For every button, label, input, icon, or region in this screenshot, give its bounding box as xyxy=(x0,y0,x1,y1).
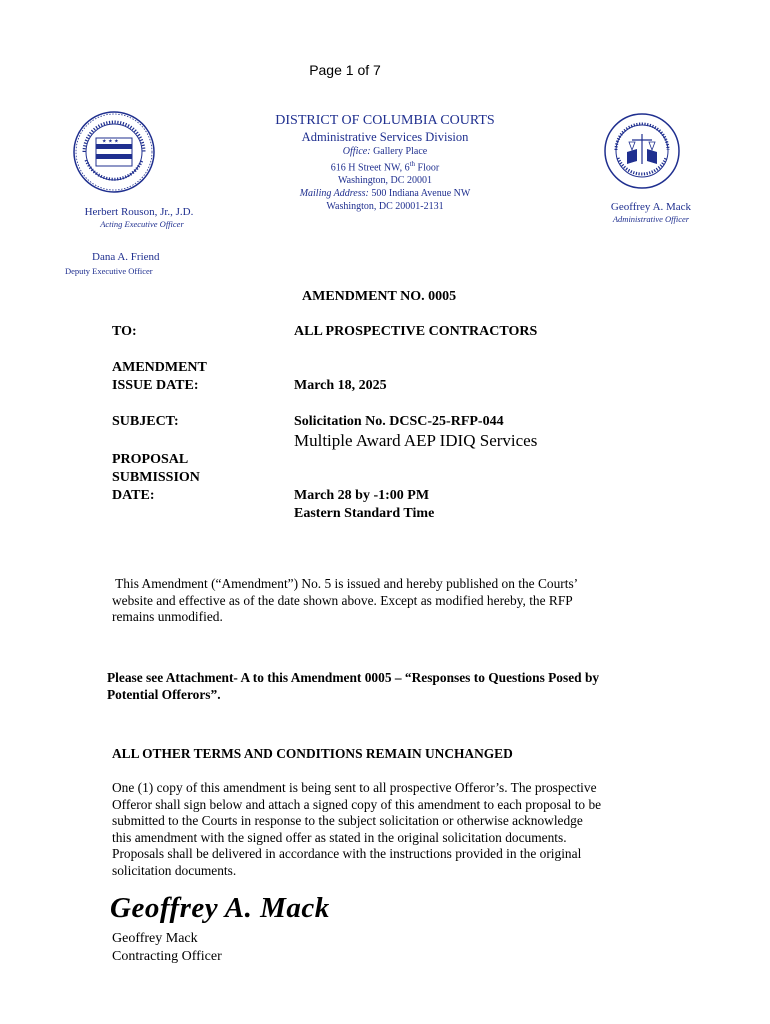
issue-label-line2: ISSUE DATE: xyxy=(112,378,199,393)
mailing-city: Washington, DC 20001-2131 xyxy=(326,201,444,213)
dc-courts-seal-icon xyxy=(72,110,156,194)
right-officer xyxy=(596,200,706,225)
proposal-date-value: March 28 by -1:00 PM xyxy=(294,488,430,503)
issue-label-line1: AMENDMENT xyxy=(112,360,207,375)
paragraph-line: website and effective as of the date shown above. Except as modified hereby, the RFP xyxy=(112,592,573,608)
mailing-line xyxy=(230,187,540,200)
office-street xyxy=(230,158,540,174)
paragraph-line: remains unmodified. xyxy=(112,609,223,624)
amendment-heading: AMENDMENT NO. 0005 xyxy=(302,289,457,304)
proposal-label-line3: DATE: xyxy=(112,488,155,503)
copy-paragraph-line: One (1) copy of this amendment is being sent to all prospective Offeror’s. The prospective xyxy=(112,780,597,795)
letterhead xyxy=(230,112,540,213)
deputy-name: Dana A. Friend xyxy=(92,251,160,263)
copy-paragraph-line: solicitation documents. xyxy=(112,862,237,878)
officer-title: Acting Executive Officer xyxy=(100,219,184,229)
copy-paragraph xyxy=(112,780,687,879)
copy-paragraph-line: this amendment with the signed offer as stated in the original solicitation documents. xyxy=(112,829,567,845)
office-street-text: 616 H Street NW, 6 xyxy=(330,162,410,174)
handwritten-signature: Geoffrey A. Mack xyxy=(110,892,330,924)
signer-name: Geoffrey Mack xyxy=(112,931,198,946)
mailing-street: 500 Indiana Avenue NW xyxy=(371,188,471,200)
signer-block xyxy=(112,930,222,966)
svg-text:★ ★ ★: ★ ★ ★ xyxy=(102,138,119,145)
signer-title: Contracting Officer xyxy=(112,949,222,964)
amendment-paragraph xyxy=(112,576,672,626)
office-label: Office: xyxy=(342,146,371,157)
officer-name: Herbert Rouson, Jr., J.D. xyxy=(84,206,194,218)
proposal-label-line1: PROPOSAL xyxy=(112,452,189,467)
office-line xyxy=(230,145,540,158)
officer-title: Administrative Officer xyxy=(612,214,690,224)
proposal-timezone-value: Eastern Standard Time xyxy=(294,506,435,521)
attachment-note-line: Please see Attachment- A to this Amendment 0005 – “Responses to Questions Posed by xyxy=(107,670,600,685)
issue-date-value: March 18, 2025 xyxy=(294,378,387,393)
copy-paragraph-line: submitted to the Courts in response to the subject solicitation or otherwise acknowledge xyxy=(112,813,583,828)
office-place: Gallery Place xyxy=(373,146,428,157)
copy-paragraph-line: Offeror shall sign below and attach a signed copy of this amendment to each proposal to be xyxy=(112,796,602,812)
to-label: TO: xyxy=(112,324,137,339)
deputy-officer-title-wrap xyxy=(65,261,153,279)
court-name: DISTRICT OF COLUMBIA COURTS xyxy=(275,113,495,128)
attachment-note xyxy=(107,670,687,703)
division-name: Administrative Services Division xyxy=(301,130,469,144)
court-seal-icon xyxy=(603,112,681,190)
paragraph-line: This Amendment (“Amendment”) No. 5 is issued and hereby published on the Courts’ xyxy=(112,576,579,591)
proposal-label-line2: SUBMISSION xyxy=(112,470,200,485)
to-value: ALL PROSPECTIVE CONTRACTORS xyxy=(294,324,538,339)
officer-name: Geoffrey A. Mack xyxy=(610,201,692,213)
office-street-floor: Floor xyxy=(415,162,440,174)
terms-heading: ALL OTHER TERMS AND CONDITIONS REMAIN UNCHANGED xyxy=(112,746,513,761)
subject-description: Multiple Award AEP IDIQ Services xyxy=(294,431,538,450)
deputy-title: Deputy Executive Officer xyxy=(65,266,153,276)
left-officers xyxy=(54,205,224,230)
subject-label: SUBJECT: xyxy=(112,414,179,429)
office-city: Washington, DC 20001 xyxy=(338,175,432,187)
copy-paragraph-line: Proposals shall be delivered in accordance with the instructions provided in the original xyxy=(112,846,582,861)
solicitation-number: Solicitation No. DCSC-25-RFP-044 xyxy=(294,414,504,429)
page-indicator: Page 1 of 7 xyxy=(309,62,381,78)
attachment-note-line: Potential Offerors”. xyxy=(107,686,221,702)
mailing-label: Mailing Address: xyxy=(299,188,369,200)
office-street-ordinal: th xyxy=(409,160,416,168)
